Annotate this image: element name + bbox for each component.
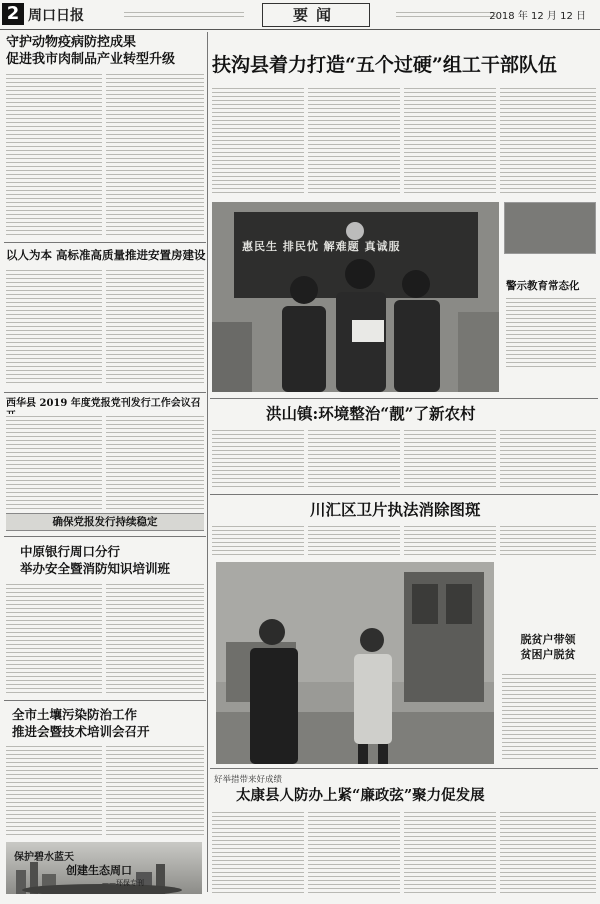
- story7-body-col2: [308, 524, 400, 558]
- header-meta-right: [396, 10, 496, 18]
- ad-line-3: ——环保专刊: [102, 879, 144, 887]
- story8-body-col1: [212, 810, 304, 894]
- paper-name: 周口日报: [28, 8, 84, 24]
- story1-body-col1: [6, 72, 102, 237]
- lead-body-col4: [500, 86, 596, 196]
- divider: [210, 768, 598, 769]
- story3-subhead: 确保党报发行持续稳定: [52, 516, 158, 528]
- ad-line-2: 创建生态周口: [66, 864, 132, 877]
- lead-body-col1: [212, 86, 304, 196]
- divider: [4, 700, 206, 701]
- story3-headline: 西华县 2019 年度党报党刊发行工作会议召: [6, 398, 201, 409]
- story6-body-col3: [404, 428, 496, 488]
- story4-body-col2: [106, 582, 204, 694]
- page-header: [0, 0, 600, 30]
- story5-body-col2: [106, 744, 204, 836]
- story8-kicker: 好举措带来好成绩: [214, 775, 283, 785]
- story5-body-col1: [6, 744, 102, 836]
- lead-body-col2: [308, 86, 400, 196]
- photo-banner-text: 惠民生 排民忧 解难题 真诚服: [242, 240, 401, 253]
- section-title: 要闻: [262, 3, 370, 27]
- divider: [210, 398, 598, 399]
- story3-body-col2: [106, 414, 204, 510]
- divider: [4, 392, 206, 393]
- environment-ad: [6, 842, 202, 894]
- lead-photo: [212, 202, 499, 392]
- story5-headline: 全市土壤污染防治工作 推进会暨技术培训会召开: [12, 707, 150, 739]
- village-scene-graphic: [216, 562, 494, 764]
- story2-body-col2: [106, 268, 204, 386]
- side-photo: [504, 202, 596, 254]
- story3-body-col1: [6, 414, 102, 510]
- story6-body-col2: [308, 428, 400, 488]
- photo2-caption-b: 贫困户脱贫: [520, 648, 576, 661]
- story7-photo: [216, 562, 494, 764]
- story1-headline: 守护动物疫病防控成果 促进我市肉制品产业转型升级: [6, 35, 176, 67]
- photo2-caption-a: 脱贫户带领: [520, 633, 576, 646]
- story4-body-col1: [6, 582, 102, 694]
- ad-line-1: 保护碧水蓝天: [14, 852, 74, 863]
- story4-headline: 中原银行周口分行 举办安全暨消防知识培训班: [20, 544, 171, 576]
- story8-headline: 太康县人防办上紧“廉政弦”聚力促发展: [236, 787, 485, 804]
- column-divider: [207, 32, 208, 892]
- story8-body-col2: [308, 810, 400, 894]
- story8-body-col4: [500, 810, 596, 894]
- photo2-caption-block: [500, 562, 596, 661]
- divider: [4, 242, 206, 243]
- issue-date: 2018 年 12 月 12 日: [489, 11, 586, 22]
- story7-body-col4: [500, 524, 596, 558]
- divider: [210, 494, 598, 495]
- story7-headline: 川汇区卫片执法消除图斑: [310, 500, 481, 519]
- lead-body-col3: [404, 86, 496, 196]
- story3-subhead-band: [6, 513, 204, 531]
- story7-body-col1: [212, 524, 304, 558]
- side-caption-body: [506, 296, 596, 368]
- story6-body-col4: [500, 428, 596, 488]
- story2-headline: 以人为本 高标准高质量推进安置房建设: [6, 248, 206, 262]
- side-caption: 警示教育常态化: [506, 280, 580, 292]
- story2-body-col1: [6, 268, 102, 386]
- story6-body-col1: [212, 428, 304, 488]
- page-number: 2: [2, 3, 24, 25]
- story7-body-col3: [404, 524, 496, 558]
- lead-headline: 扶沟县着力打造“五个过硬”组工干部队伍: [212, 54, 557, 76]
- header-meta-left: [124, 10, 244, 18]
- divider: [4, 536, 206, 537]
- story8-body-col3: [404, 810, 496, 894]
- story6-headline: 洪山镇:环境整治“靓”了新农村: [266, 404, 476, 423]
- story1-body-col2: [106, 72, 204, 237]
- photo2-caption-body: [502, 672, 596, 760]
- officers-graphic: [212, 202, 499, 392]
